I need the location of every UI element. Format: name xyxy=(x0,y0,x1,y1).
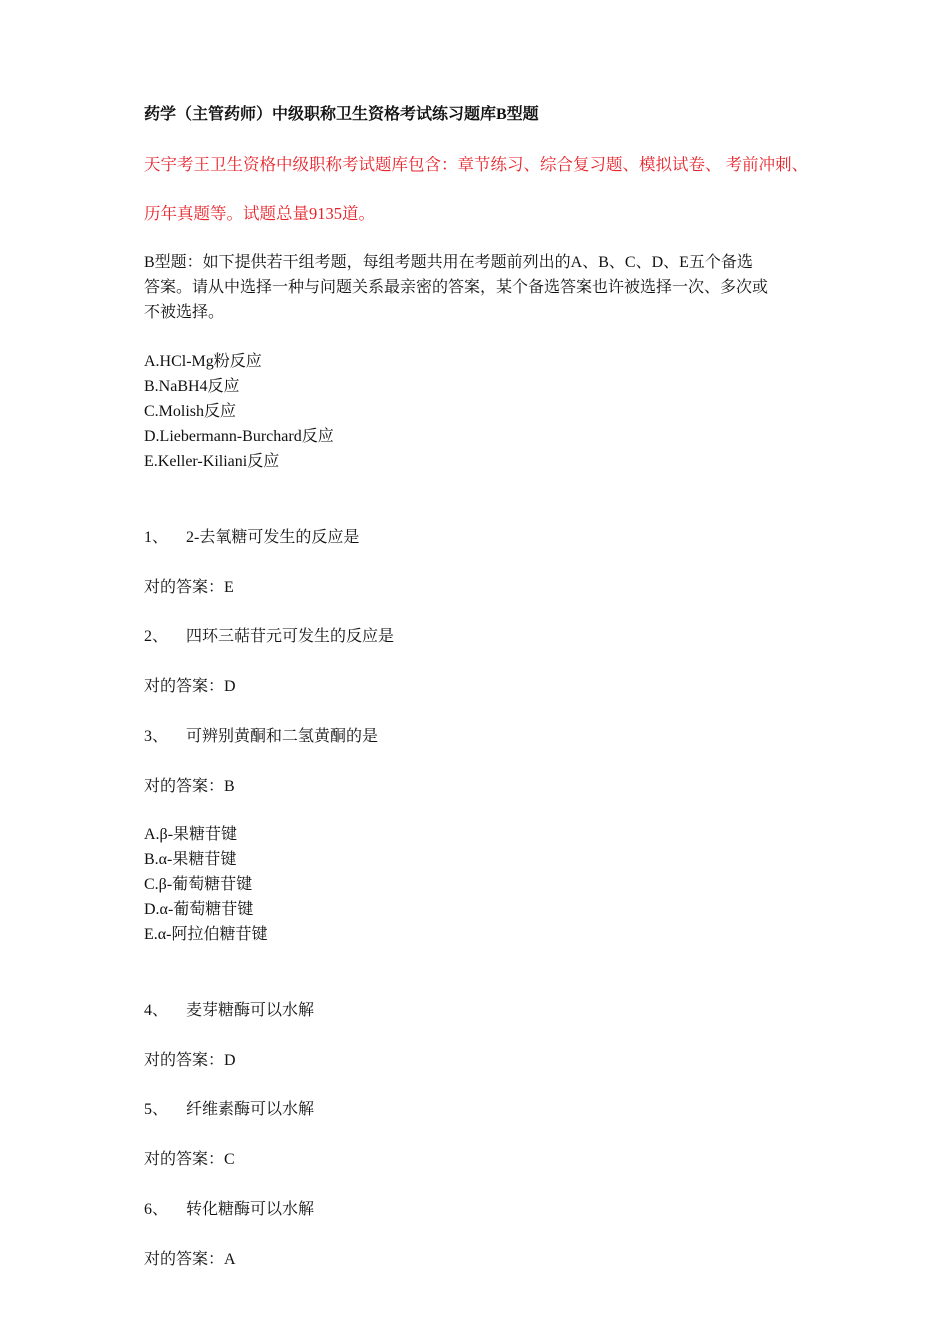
answer-line: 对的答案：E xyxy=(144,579,234,596)
question-number: 6、 xyxy=(144,1201,169,1218)
question-number: 3、 xyxy=(144,728,169,745)
question-text: 2-去氧糖可发生的反应是 xyxy=(186,529,360,546)
instructions-line: B型题：如下提供若干组考题，每组考题共用在考题前列出的A、B、C、D、E五个备选 xyxy=(144,254,753,271)
promo-line-1: 天宇考王卫生资格中级职称考试题库包含：章节练习、综合复习题、模拟试卷、 考前冲刺、 xyxy=(144,155,809,174)
answer-line: 对的答案：A xyxy=(144,1251,236,1268)
question-item xyxy=(144,524,359,547)
option-item: B.NaBH4反应 xyxy=(144,378,240,395)
option-item: C.β-葡萄糖苷键 xyxy=(144,876,253,893)
question-item xyxy=(144,623,394,646)
question-text: 纤维素酶可以水解 xyxy=(186,1101,315,1118)
option-item: D.Liebermann-Burchard反应 xyxy=(144,428,334,445)
option-item: C.Molish反应 xyxy=(144,403,237,420)
option-list-group-1 xyxy=(144,349,334,474)
question-text: 四环三萜苷元可发生的反应是 xyxy=(186,628,395,645)
promo-line-2: 历年真题等。试题总量9135道。 xyxy=(144,204,375,223)
answer-line: 对的答案：B xyxy=(144,778,235,795)
question-number: 4、 xyxy=(144,1002,169,1019)
instructions-paragraph xyxy=(144,250,804,325)
question-number: 5、 xyxy=(144,1101,169,1118)
option-item: A.β-果糖苷键 xyxy=(144,826,238,843)
option-item: E.Keller-Kiliani反应 xyxy=(144,453,280,470)
document-title: 药学（主管药师）中级职称卫生资格考试练习题库B型题 xyxy=(144,106,539,123)
instructions-line: 答案。请从中选择一种与问题关系最亲密的答案，某个备选答案也许被选择一次、多次或 xyxy=(144,279,769,296)
answer-line: 对的答案：D xyxy=(144,1052,236,1069)
instructions-line: 不被选择。 xyxy=(144,304,225,321)
question-item xyxy=(144,723,378,746)
option-item: D.α-葡萄糖苷键 xyxy=(144,901,254,918)
answer-line: 对的答案：D xyxy=(144,678,236,695)
question-text: 转化糖酶可以水解 xyxy=(186,1201,315,1218)
option-item: A.HCl-Mg粉反应 xyxy=(144,353,262,370)
question-text: 可辨别黄酮和二氢黄酮的是 xyxy=(186,728,379,745)
option-item: E.α-阿拉伯糖苷键 xyxy=(144,926,268,943)
question-item xyxy=(144,1196,314,1219)
question-text: 麦芽糖酶可以水解 xyxy=(186,1002,315,1019)
answer-line: 对的答案：C xyxy=(144,1151,235,1168)
question-number: 1、 xyxy=(144,529,169,546)
question-item xyxy=(144,1096,314,1119)
question-item xyxy=(144,997,314,1020)
option-item: B.α-果糖苷键 xyxy=(144,851,237,868)
option-list-group-2 xyxy=(144,822,268,947)
question-number: 2、 xyxy=(144,628,169,645)
